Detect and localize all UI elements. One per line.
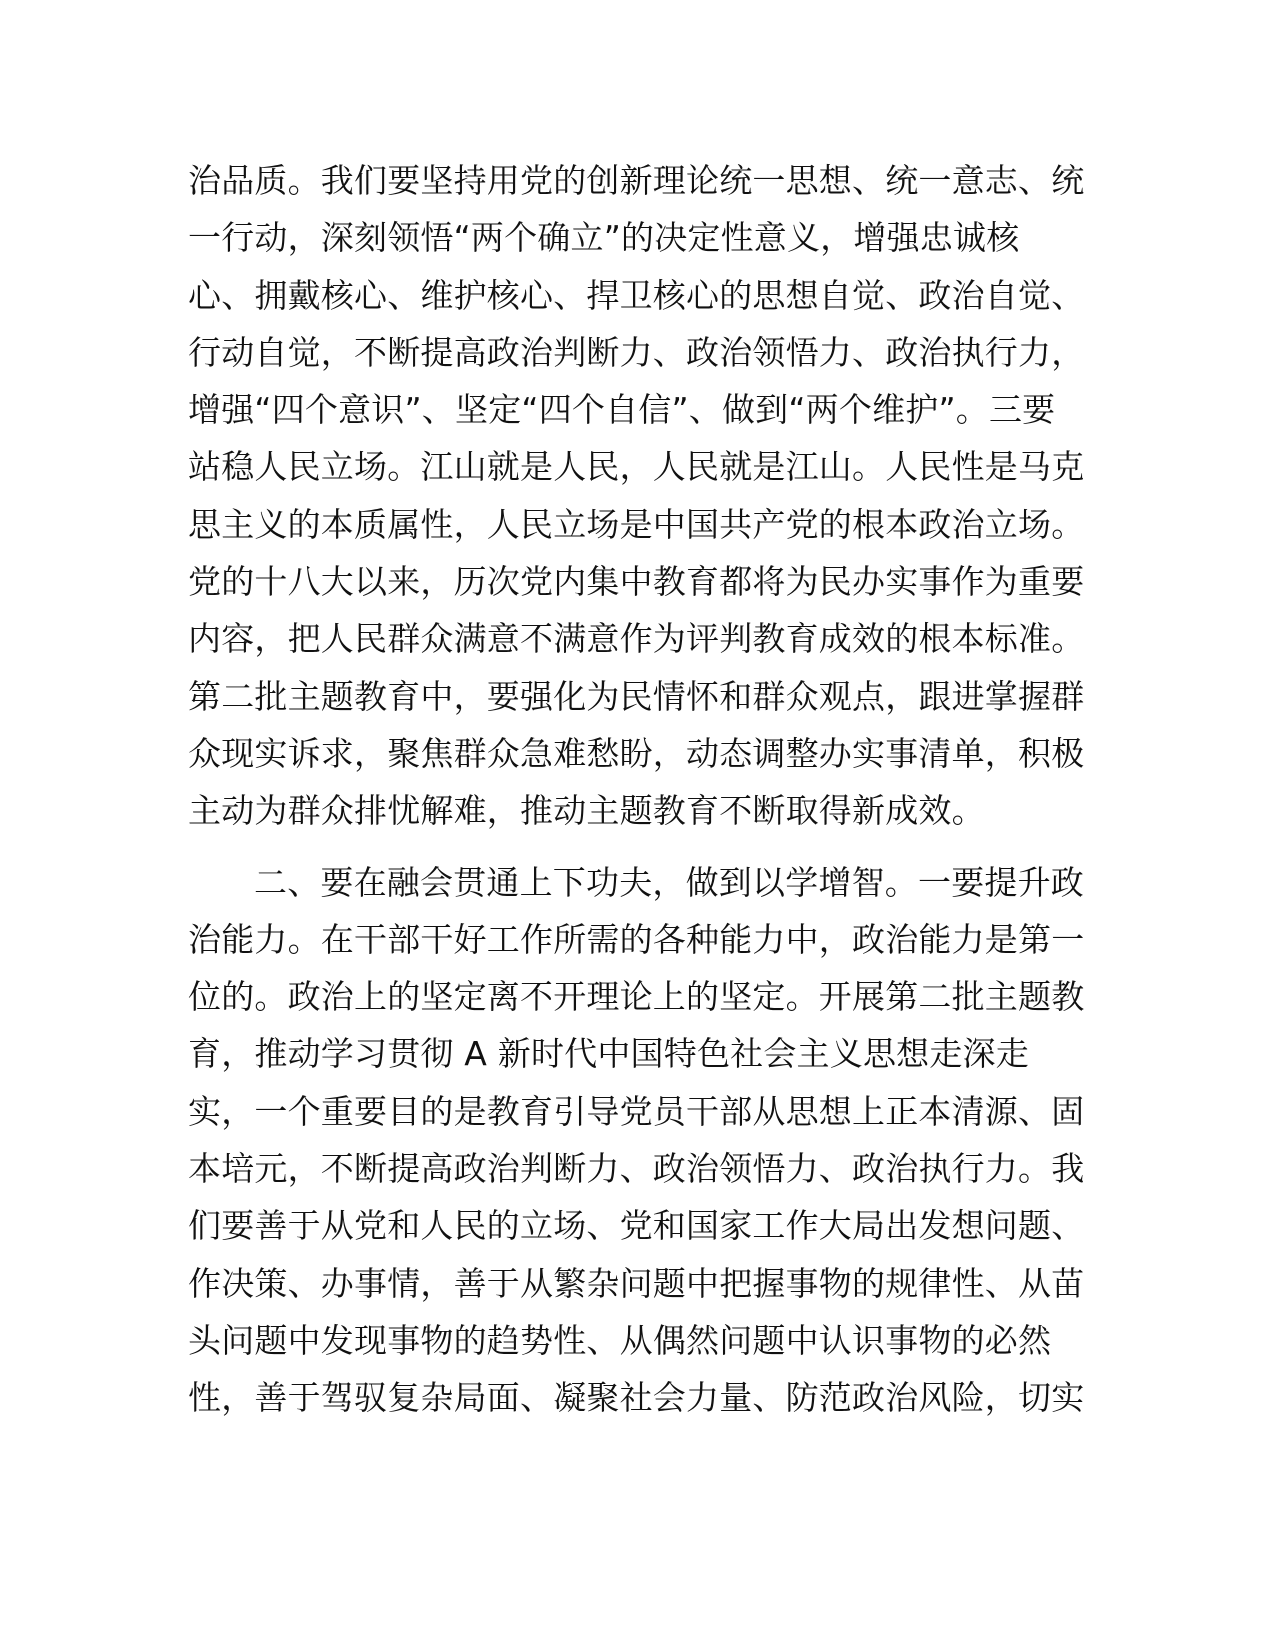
text-line: 本培元，不断提高政治判断力、政治领悟力、政治执行力。我 (188, 1149, 1085, 1189)
text-line-indented: 二、要在融会贯通上下功夫，做到以学增智。一要提升政 (254, 862, 1084, 902)
text-line: 治品质。我们要坚持用党的创新理论统一思想、统一意志、统 (188, 161, 1085, 200)
text-line: 党的十八大以来，历次党内集中教育都将为民办实事作为重要 (188, 562, 1085, 602)
paragraph-1 (188, 152, 1088, 840)
text-line: 思主义的本质属性，人民立场是中国共产党的根本政治立场。 (188, 504, 1085, 544)
body-text (188, 152, 1088, 1427)
text-line: 头问题中发现事物的趋势性、从偶然问题中认识事物的必然 (188, 1320, 1052, 1360)
text-line: 内容，把人民群众满意不满意作为评判教育成效的根本标准。 (188, 619, 1085, 659)
text-line: 增强“四个意识”、坚定“四个自信”、做到“两个维护”。三要 (188, 390, 1056, 430)
text-line: 心、拥戴核心、维护核心、捍卫核心的思想自觉、政治自觉、 (188, 275, 1085, 315)
text-line: 作决策、办事情，善于从繁杂问题中把握事物的规律性、从苗 (188, 1263, 1085, 1303)
text-line: 众现实诉求，聚焦群众急难愁盼，动态调整办实事清单，积极 (188, 733, 1085, 773)
text-line: 一行动，深刻领悟“两个确立”的决定性意义，增强忠诚核 (188, 218, 1020, 258)
text-line: 第二批主题教育中，要强化为民情怀和群众观点，跟进掌握群 (188, 676, 1085, 716)
text-line: 行动自觉，不断提高政治判断力、政治领悟力、政治执行力， (188, 332, 1085, 372)
text-line: 育，推动学习贯彻 A 新时代中国特色社会主义思想走深走 (188, 1034, 1029, 1074)
text-line: 站稳人民立场。江山就是人民，人民就是江山。人民性是马克 (188, 447, 1085, 487)
text-line: 性，善于驾驭复杂局面、凝聚社会力量、防范政治风险，切实 (188, 1378, 1085, 1418)
text-line: 们要善于从党和人民的立场、党和国家工作大局出发想问题、 (188, 1206, 1085, 1246)
paragraph-spacer (188, 840, 1088, 854)
paragraph-2 (188, 854, 1088, 1427)
text-line: 主动为群众排忧解难，推动主题教育不断取得新成效。 (188, 791, 985, 831)
text-line: 位的。政治上的坚定离不开理论上的坚定。开展第二批主题教 (188, 977, 1085, 1017)
text-line: 实，一个重要目的是教育引导党员干部从思想上正本清源、固 (188, 1091, 1085, 1131)
text-line: 治能力。在干部干好工作所需的各种能力中，政治能力是第一 (188, 919, 1085, 959)
